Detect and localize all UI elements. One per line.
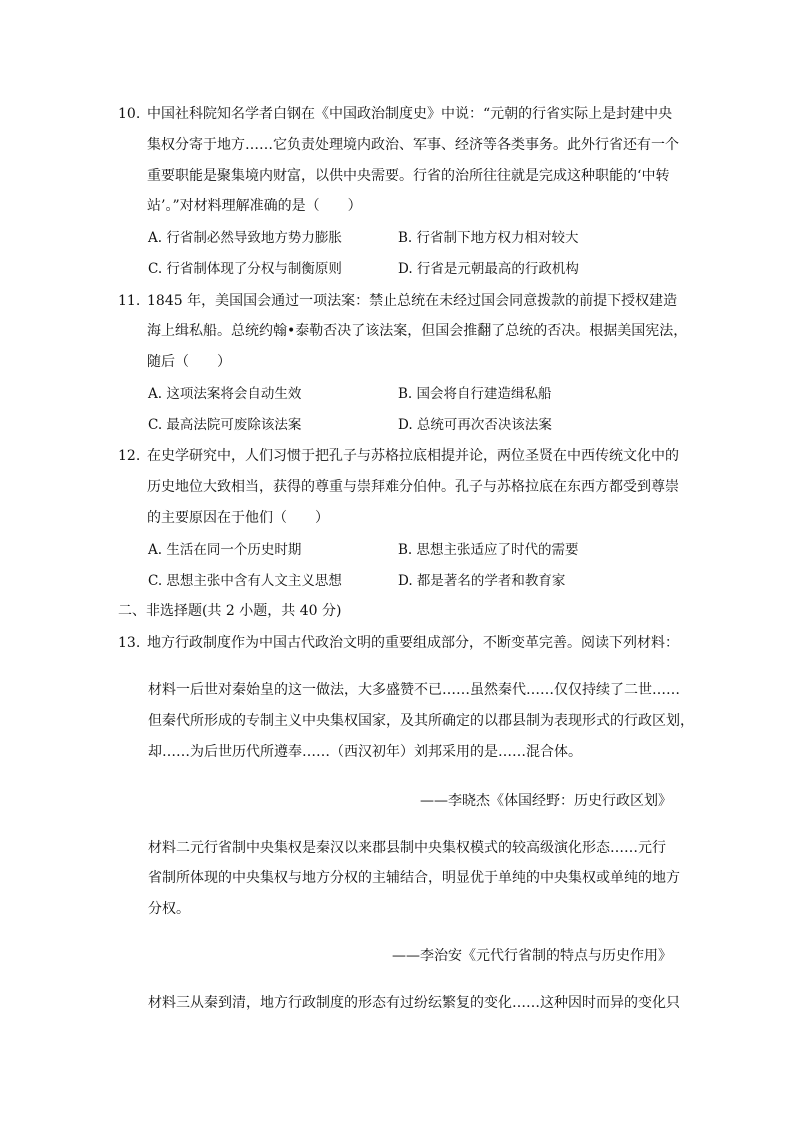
question-13-intro: 地方行政制度作为中国古代政治文明的重要组成部分，不断变革完善。阅读下列材料： xyxy=(147,635,679,651)
question-12-line-1: 在史学研究中，人们习惯于把孔子与苏格拉底相提并论，两位圣贤在中西传统文化中的 xyxy=(147,448,679,464)
question-10-line-4: 站’。”对材料理解准确的是（ ） xyxy=(147,198,362,214)
section-2-title: 二、非选择题(共 2 小题，共 40 分) xyxy=(118,603,342,619)
question-11-option-a: A. 这项法案将会自动生效 xyxy=(148,386,302,402)
question-11-option-b: B. 国会将自行建造缉私船 xyxy=(398,386,552,402)
question-10-line-1: 中国社科院知名学者白钢在《中国政治制度史》中说：“元朝的行省实际上是封建中央 xyxy=(147,106,673,122)
question-12-option-d: D. 都是著名的学者和教育家 xyxy=(398,573,566,589)
material-2-source: ——李治安《元代行省制的特点与历史作用》 xyxy=(392,948,672,964)
question-11-line-2: 海上缉私船。总统约翰•泰勒否决了该法案，但国会推翻了总统的否决。根据美国宪法， xyxy=(147,323,688,339)
question-12-line-3: 的主要原因在于他们（ ） xyxy=(147,510,329,526)
question-12-option-a: A. 生活在同一个历史时期 xyxy=(148,542,302,558)
question-11-line-1: 1845 年，美国国会通过一项法案：禁止总统在未经过国会同意拨款的前提下授权建造 xyxy=(147,293,678,309)
material-2-line-3: 分权。 xyxy=(148,901,190,917)
material-1-line-1: 材料一后世对秦始皇的这一做法，大多盛赞不已……虽然秦代……仅仅持续了二世…… xyxy=(148,682,680,698)
question-10-option-b: B. 行省制下地方权力相对较大 xyxy=(398,230,579,246)
question-11-number: 11. xyxy=(118,293,141,309)
question-11-option-c: C. 最高法院可废除该法案 xyxy=(148,417,302,433)
question-11-option-d: D. 总统可再次否决该法案 xyxy=(398,417,552,433)
question-10-option-a: A. 行省制必然导致地方势力膨胀 xyxy=(148,230,342,246)
question-12-option-c: C. 思想主张中含有人文主义思想 xyxy=(148,573,342,589)
question-12-number: 12. xyxy=(118,448,141,464)
question-10-option-c: C. 行省制体现了分权与制衡原则 xyxy=(148,261,342,277)
material-1-source: ——李晓杰《体国经野：历史行政区划》 xyxy=(420,793,672,809)
question-13-number: 13. xyxy=(118,635,141,651)
question-11-line-3: 随后（ ） xyxy=(147,354,231,370)
question-10-number: 10. xyxy=(118,106,141,122)
question-10-line-2: 集权分寄于地方……它负责处理境内政治、军事、经济等各类事务。此外行省还有一个 xyxy=(147,137,679,153)
material-2-line-2: 省制所体现的中央集权与地方分权的主辅结合，明显优于单纯的中央集权或单纯的地方 xyxy=(148,870,680,886)
material-1-line-2: 但秦代所形成的专制主义中央集权国家，及其所确定的以郡县制为表现形式的行政区划， xyxy=(148,713,694,729)
question-12-line-2: 历史地位大致相当，获得的尊重与崇拜难分伯仲。孔子与苏格拉底在东西方都受到尊崇 xyxy=(147,479,679,495)
question-10-option-d: D. 行省是元朝最高的行政机构 xyxy=(398,261,579,277)
material-1-line-3: 却……为后世历代所遵奉……（西汉初年）刘邦采用的是……混合体。 xyxy=(148,744,582,760)
question-10-line-3: 重要职能是聚集境内财富，以供中央需要。行省的治所往往就是完成这种职能的‘中转 xyxy=(147,168,670,184)
question-12-option-b: B. 思想主张适应了时代的需要 xyxy=(398,542,579,558)
material-2-line-1: 材料二元行省制中央集权是秦汉以来郡县制中央集权模式的较高级演化形态……元行 xyxy=(148,840,666,856)
material-3-line-1: 材料三从秦到清，地方行政制度的形态有过纷纭繁复的变化……这种因时而异的变化只 xyxy=(148,995,680,1011)
